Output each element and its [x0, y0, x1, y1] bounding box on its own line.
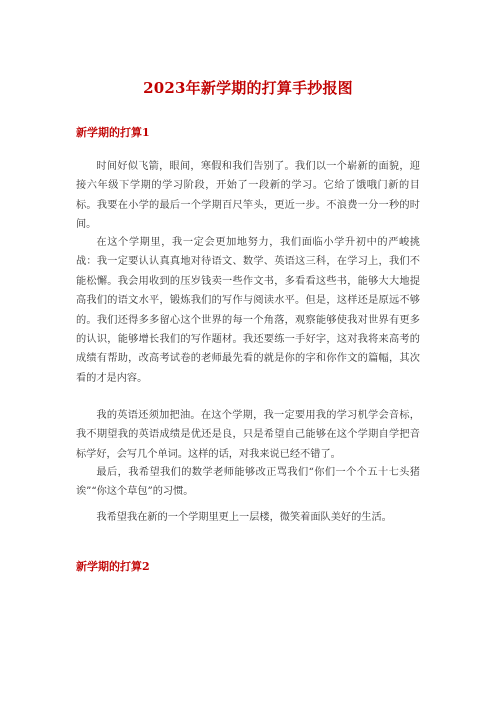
paragraph-4: 最后，我希望我们的数学老师能够改正骂我们“你们一个个五十七头猪诶”“你这个草包”的习惯。	[76, 467, 420, 498]
section-heading-2: 新学期的打算2	[76, 560, 150, 573]
paragraph-2: 在这个学期里，我一定会更加地努力，我们面临小学升初中的严峻挑战：我一定要认认真真地对待语文、数学、英语这三科，在学习上，我们不能松懈。我会用收到的压岁钱卖一些作文书，多看看这些书，能够大大地提高我们的语文水平，锻炼我们的写作与阅读水平。但是，这样还是原远不够的。我们还得多多留心这个世界的每一个角落，观察能够使我对世界有更多的认识，能够增长我们的写作题材。我还要练一手好字，这对我将来高考的成绩有帮助，改高考试卷的老师最先看的就是你的字和你作文的篇幅，其次看的才是内容。	[76, 237, 420, 384]
paragraph-5: 我希望我在新的一个学期里更上一层楼，微笑着面队美好的生活。	[96, 512, 392, 523]
document-title: 2023年新学期的打算手抄报图	[143, 79, 353, 97]
paragraph-1: 时间好似飞箭，眼间，寒假和我们告别了。我们以一个崭新的面貌，迎接六年级下学期的学习阶段，开始了一段新的学习。它给了饿哦门新的目标。我要在小学的最后一个学期百尺竿头，更近一步。不浪费一分一秒的时间。	[76, 161, 420, 231]
section-heading-1: 新学期的打算1	[76, 126, 150, 139]
paragraph-3: 我的英语还须加把油。在这个学期，我一定要用我的学习机学会音标，我不期望我的英语成绩是优还是良，只是希望自己能够在这个学期自学把音标学好，会写几个单词。这样的话，对我来说已经不错了。	[76, 410, 420, 460]
